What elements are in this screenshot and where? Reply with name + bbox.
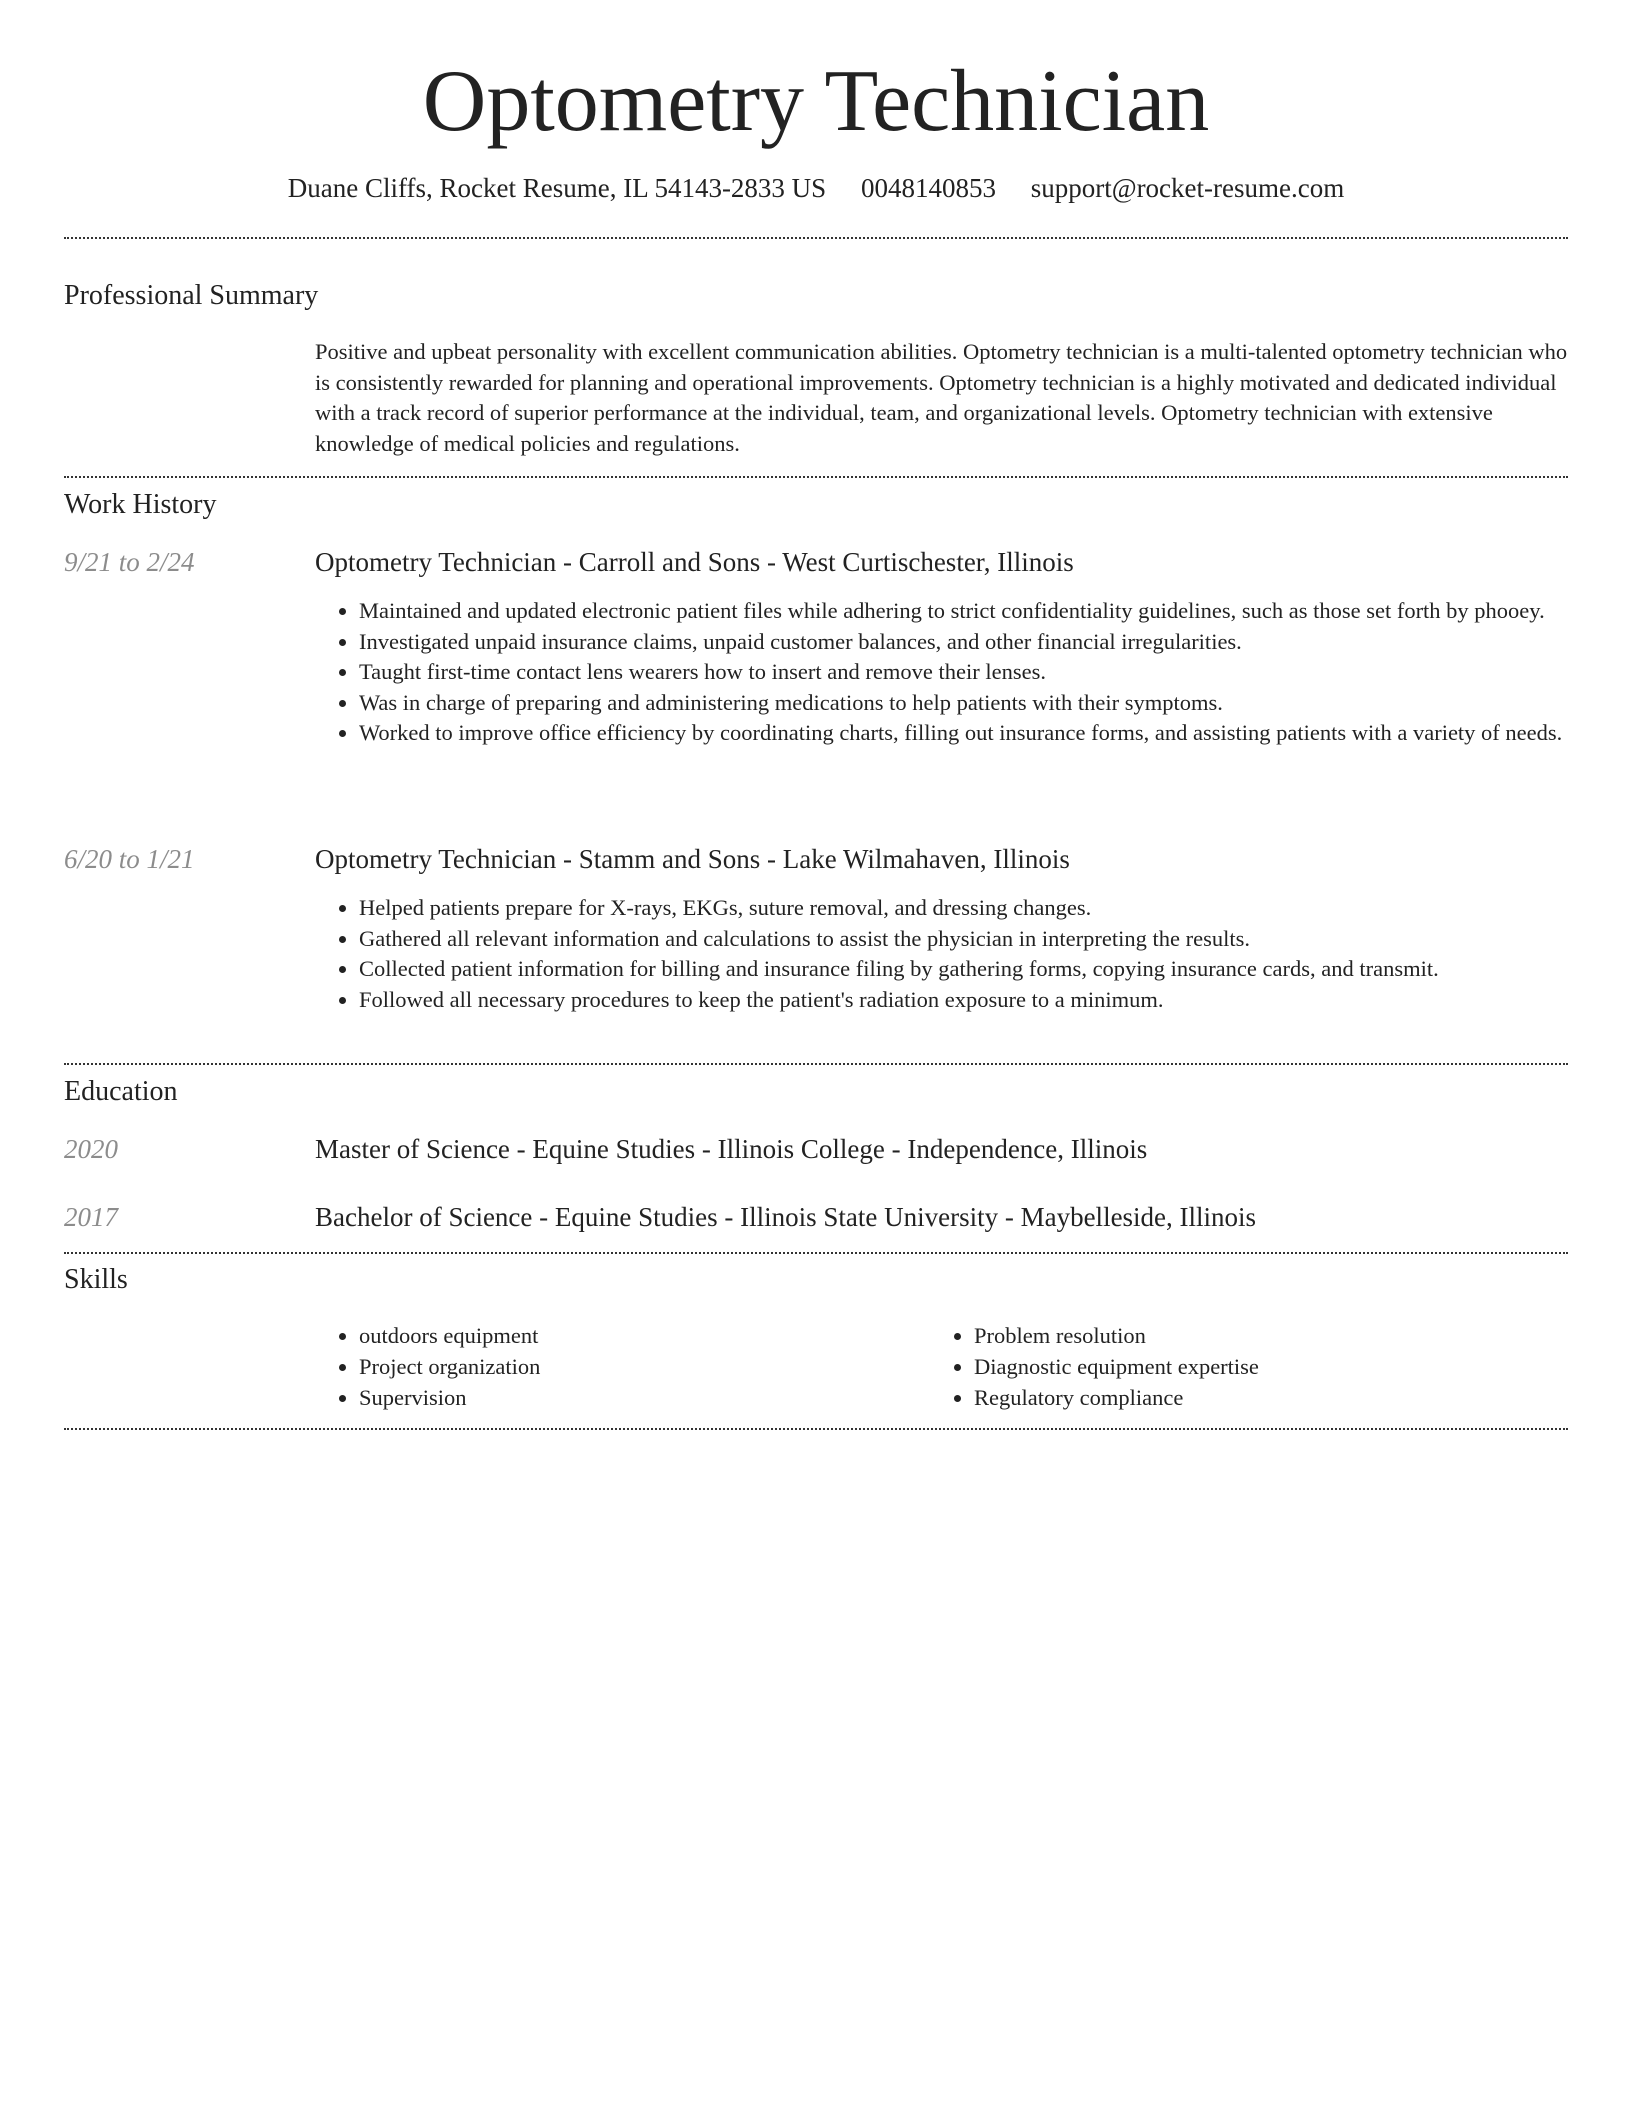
contact-phone: 0048140853 (860, 173, 996, 203)
list-item: • Helped patients prepare for X-rays, EKGs, suture removal, and dressing changes. (359, 893, 1568, 924)
divider (64, 237, 1568, 239)
education-year: 2017 (64, 1202, 118, 1232)
job-title: Optometry Technician - Carroll and Sons - West Curtischester, Illinois (315, 547, 1074, 577)
list-item: • Investigated unpaid insurance claims, unpaid customer balances, and other financial irregularities. (359, 627, 1568, 658)
skill-item: • Regulatory compliance (974, 1382, 1530, 1413)
skill-item: • Supervision (359, 1382, 915, 1413)
list-item: • Taught first-time contact lens wearers how to insert and remove their lenses. (359, 657, 1568, 688)
list-item: • Was in charge of preparing and administering medications to help patients with their symptoms. (359, 688, 1568, 719)
list-item: • Maintained and updated electronic patient files while adhering to strict confidentiality guidelines, such as those set forth by phooey. (359, 596, 1568, 627)
divider (64, 476, 1568, 478)
divider (64, 1252, 1568, 1254)
job-bullets (315, 893, 1568, 1015)
education-entry: Master of Science - Equine Studies - Illinois College - Independence, Illinois (315, 1134, 1148, 1164)
contact-address: Duane Cliffs, Rocket Resume, IL 54143-2833 US (287, 173, 827, 203)
section-heading-work: Work History (64, 489, 217, 520)
skill-item: • Problem resolution (974, 1320, 1530, 1351)
divider (64, 1063, 1568, 1065)
education-year: 2020 (64, 1134, 118, 1164)
list-item: • Worked to improve office efficiency by coordinating charts, filling out insurance forms, and assisting patients with a variety of needs. (359, 718, 1568, 749)
skills-list-left (315, 1320, 915, 1413)
skills-list-right (930, 1320, 1530, 1413)
section-heading-summary: Professional Summary (64, 280, 319, 311)
skill-item: • Project organization (359, 1351, 915, 1382)
skill-item: • outdoors equipment (359, 1320, 915, 1351)
job-dates: 6/20 to 1/21 (64, 844, 195, 874)
section-heading-education: Education (64, 1076, 178, 1107)
job-dates: 9/21 to 2/24 (64, 547, 195, 577)
divider (64, 1428, 1568, 1430)
job-title: Optometry Technician - Stamm and Sons - Lake Wilmahaven, Illinois (315, 844, 1070, 874)
job-bullets (315, 596, 1568, 749)
contact-email[interactable]: support@rocket-resume.com (1030, 173, 1345, 203)
education-entry: Bachelor of Science - Equine Studies - Illinois State University - Maybelleside, Illinois (315, 1202, 1257, 1232)
skill-item: • Diagnostic equipment expertise (974, 1351, 1530, 1382)
resume-title: Optometry Technician (422, 53, 1210, 150)
contact-line (64, 170, 1568, 206)
summary-text: Positive and upbeat personality with excellent communication abilities. Optometry technician is a multi-talented optometry technician who is consistently rewarded for planning and operational improvements. Optometry technician is a highly motivated and dedicated individual with a track record of superior performance at the individual, team, and organizational levels. Optometry technician with extensive knowledge of medical policies and regulations. (315, 339, 1568, 456)
list-item: • Followed all necessary procedures to keep the patient's radiation exposure to a minimum. (359, 985, 1568, 1016)
list-item: • Gathered all relevant information and calculations to assist the physician in interpreting the results. (359, 924, 1568, 955)
list-item: • Collected patient information for billing and insurance filing by gathering forms, copying insurance cards, and transmit. (359, 954, 1568, 985)
section-heading-skills: Skills (64, 1264, 128, 1295)
